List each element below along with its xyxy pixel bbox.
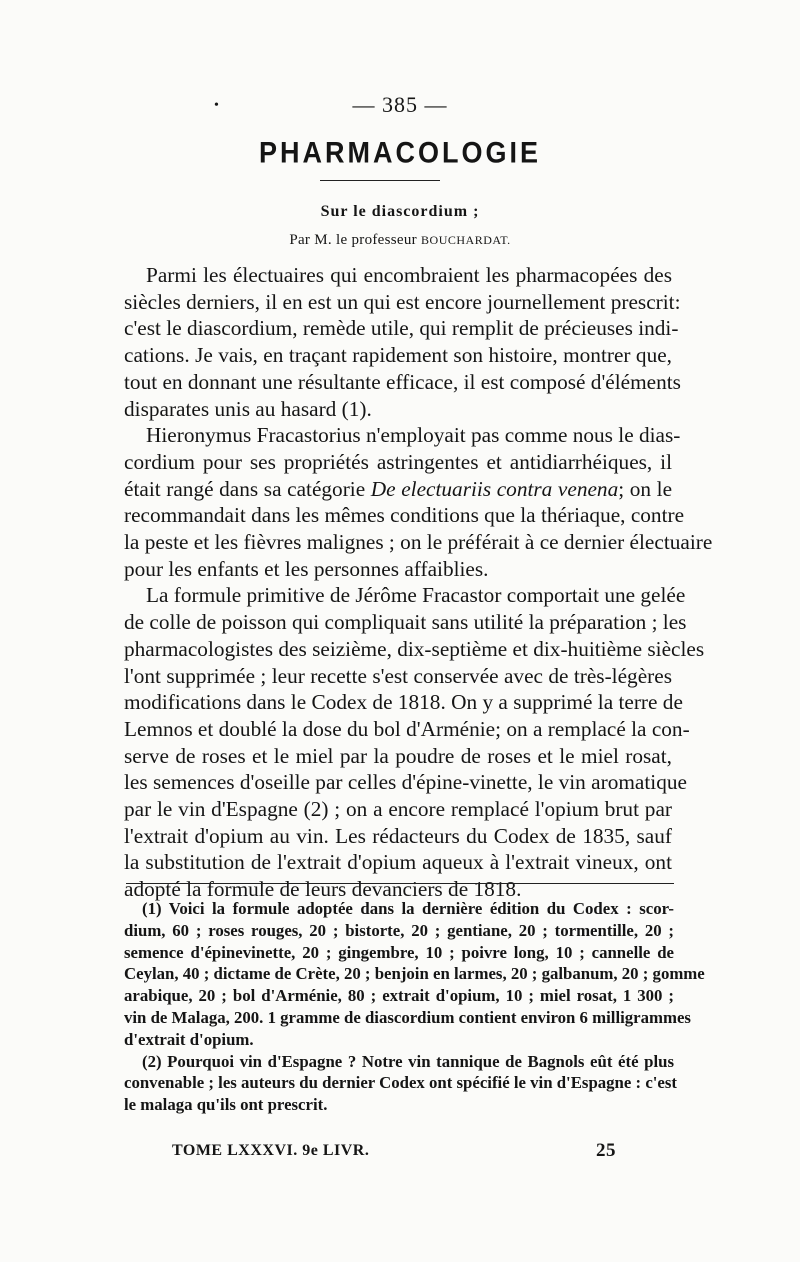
body-line: l'extrait d'opium au vin. Les rédacteurs du Codex de 1835, sauf [124,823,672,848]
body-line: La formule primitive de Jérôme Fracastor comportait une gelée [146,583,686,608]
footnote-line: convenable ; les auteurs du dernier Codex ont spécifié le vin d'Espagne : c'est [124,1073,677,1093]
body-line: l'ont supprimée ; leur recette s'est conservée avec de très-légères [124,663,672,688]
body-line: serve de roses et le miel par la poudre de roses et le miel rosat, [124,743,672,768]
body-line-with-italic [124,476,672,503]
section-title: PHARMACOLOGIE [259,136,541,170]
body-line: la peste et les fièvres malignes ; on le préférait à ce dernier électuaire [124,530,713,555]
body-line: c'est le diascordium, remède utile, qui remplit de précieuses indi- [124,316,679,341]
footnotes [124,898,705,1116]
body-line: cations. Je vais, en traçant rapidement son histoire, montrer que, [124,343,672,368]
footnote-line: vin de Malaga, 200. 1 gramme de diascordium contient environ 6 milligrammes [124,1007,691,1027]
byline-prefix: Par M. le professeur [289,232,417,248]
article-body [124,262,713,903]
footnote-line: (1) Voici la formule adoptée dans la dernière édition du Codex : scor- [142,899,674,918]
footnote-rule [126,883,674,884]
printer-dot: • [214,98,219,113]
body-line: Parmi les électuaires qui encombraient les pharmacopées des [146,263,672,287]
footnote-line: semence d'épinevinette, 20 ; gingembre, 10 ; poivre long, 10 ; cannelle de [124,942,674,962]
body-line: cordium pour ses propriétés astringentes et antidiarrhéiques, il [124,449,672,474]
article-subtitle: Sur le diascordium ; [320,203,480,220]
signature-mark: 25 [596,1140,616,1161]
footnote-line: le malaga qu'ils ont prescrit. [124,1095,328,1115]
body-line: Hieronymus Fracastorius n'employait pas comme nous le dias- [146,423,681,448]
footnote-line: arabique, 20 ; bol d'Arménie, 80 ; extrait d'opium, 10 ; miel rosat, 1 300 ; [124,986,674,1006]
body-line: adopté la formule de leurs devanciers de 1818. [124,877,522,902]
footnote-line: Ceylan, 40 ; dictame de Crète, 20 ; benjoin en larmes, 20 ; galbanum, 20 ; gomme [124,964,705,984]
body-line: par le vin d'Espagne (2) ; on a encore remplacé l'opium brut par [124,797,672,822]
footnote-line: d'extrait d'opium. [124,1029,254,1049]
body-line: de colle de poisson qui compliquait sans utilité la préparation ; les [124,610,687,635]
body-line: les semences d'oseille par celles d'épine-vinette, le vin aromatique [124,770,687,795]
italic-title: De electuariis contra venena [370,476,619,501]
page-number: — 385 — [352,92,448,117]
body-line: tout en donnant une résultante efficace, il est composé d'éléments [124,369,681,394]
body-line-start: était rangé dans sa catégorie [124,476,366,501]
footnote-line: dium, 60 ; roses rouges, 20 ; bistorte, 20 ; gentiane, 20 ; tormentille, 20 ; [124,920,674,940]
footnote-line: (2) Pourquoi vin d'Espagne ? Notre vin tannique de Bagnols eût été plus [142,1051,674,1071]
byline-author: BOUCHARDAT. [421,233,511,247]
volume-label: TOME LXXXVI. 9e LIVR. [172,1142,370,1159]
body-line: la substitution de l'extrait d'opium aqueux à l'extrait vineux, ont [124,850,672,875]
body-line: siècles derniers, il en est un qui est encore journellement prescrit: [124,289,681,314]
body-line: pour les enfants et les personnes affaiblies. [124,556,489,581]
body-line: Lemnos et doublé la dose du bol d'Arménie; on a remplacé la con- [124,716,690,741]
body-line: disparates unis au hasard (1). [124,396,372,421]
body-line-end: ; on le [618,476,673,501]
body-line: modifications dans le Codex de 1818. On y a supprimé la terre de [124,690,683,715]
author-byline [0,232,800,249]
body-line: pharmacologistes des seizième, dix-septième et dix-huitième siècles [124,636,705,661]
body-line: recommandait dans les mêmes conditions que la thériaque, contre [124,503,685,528]
title-rule [320,180,440,181]
